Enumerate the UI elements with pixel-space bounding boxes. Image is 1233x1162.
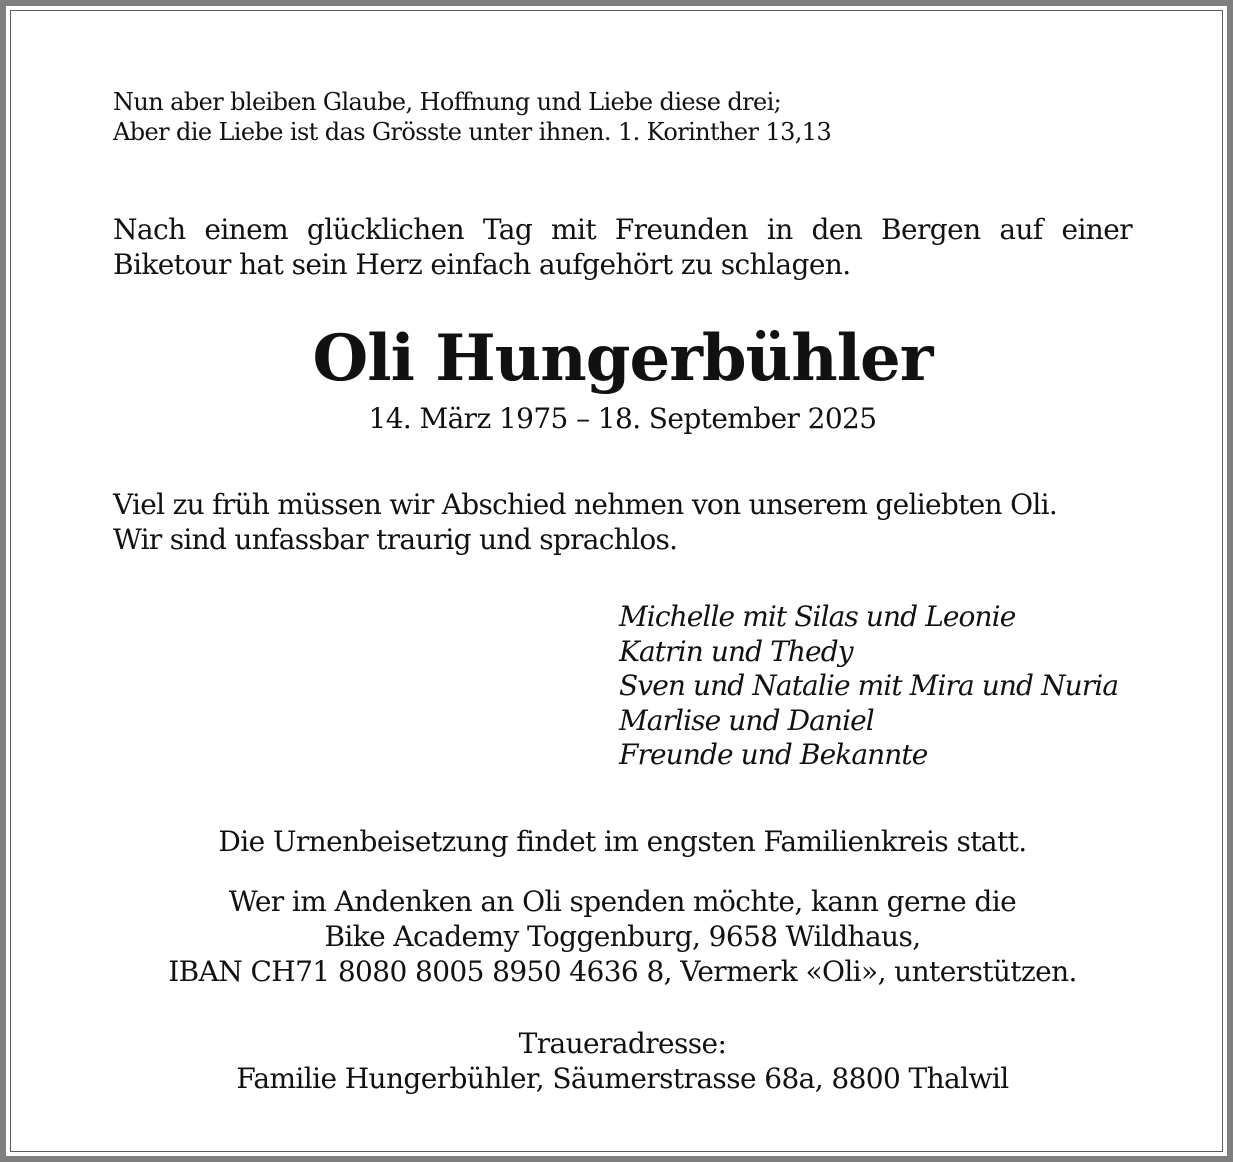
mourner-entry: Freunde und Bekannte xyxy=(619,738,928,771)
mourner-entry: Sven und Natalie mit Mira und Nuria xyxy=(619,669,1119,702)
donation-notice xyxy=(6,884,1233,989)
mourner-entry: Katrin und Thedy xyxy=(619,634,853,668)
bible-verse xyxy=(113,87,831,147)
intro-paragraph xyxy=(113,212,1132,282)
donation-line-2: Bike Academy Toggenburg, 9658 Wildhaus, xyxy=(324,920,921,953)
donation-line-3: IBAN CH71 8080 8005 8950 4636 8, Vermerk «Oli», unterstützen. xyxy=(168,955,1077,988)
burial-notice: Die Urnenbeisetzung findet im engsten Familienkreis statt. xyxy=(218,825,1027,858)
mourners-list xyxy=(619,600,1118,773)
mourner-entry: Marlise und Daniel xyxy=(619,703,874,737)
farewell-paragraph xyxy=(113,487,1057,557)
address-value: Familie Hungerbühler, Säumerstrasse 68a, 8800 Thalwil xyxy=(236,1062,1009,1095)
deceased-name: Oli Hungerbühler xyxy=(312,321,933,396)
donation-line-1: Wer im Andenken an Oli spenden möchte, kann gerne die xyxy=(228,885,1017,918)
intro-line-2: Biketour hat sein Herz einfach aufgehört zu schlagen. xyxy=(113,248,851,281)
farewell-line-1: Viel zu früh müssen wir Abschied nehmen von unserem geliebten Oli. xyxy=(113,488,1058,521)
verse-line-1: Nun aber bleiben Glaube, Hoffnung und Liebe diese drei; xyxy=(113,88,782,116)
address-label: Traueradresse: xyxy=(518,1027,727,1060)
mourning-address xyxy=(6,1026,1233,1096)
mourner-entry: Michelle mit Silas und Leonie xyxy=(619,600,1016,633)
life-dates: 14. März 1975 – 18. September 2025 xyxy=(368,402,877,435)
farewell-line-2: Wir sind unfassbar traurig und sprachlos. xyxy=(113,523,678,556)
intro-line-1: Nach einem glücklichen Tag mit Freunden in den Bergen auf einer xyxy=(113,213,1132,246)
verse-line-2: Aber die Liebe ist das Grösste unter ihnen. 1. Korinther 13,13 xyxy=(113,118,832,146)
